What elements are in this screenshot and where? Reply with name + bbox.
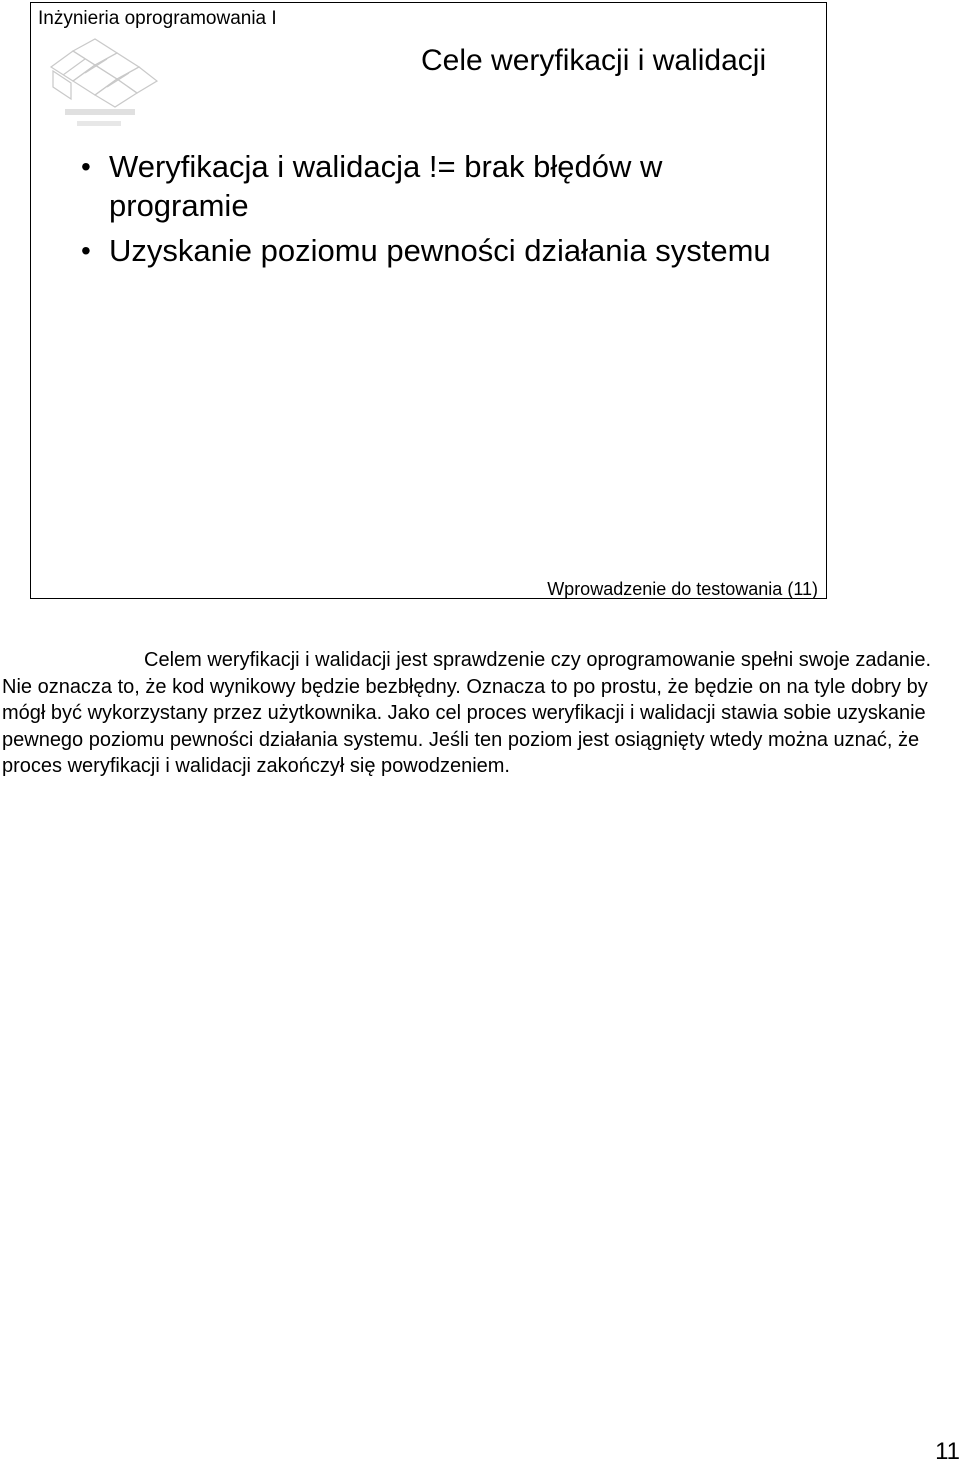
bullet-item (81, 147, 781, 225)
slide-footer: Wprowadzenie do testowania (11) (547, 579, 818, 599)
bullet-text: Weryfikacja i walidacja != brak błędów w programie (109, 149, 663, 223)
bullet-list (81, 147, 781, 276)
university-logo-icon (41, 37, 161, 133)
slide-title: Cele weryfikacji i walidacji (421, 44, 767, 77)
course-header: Inżynieria oprogramowania I (38, 8, 277, 29)
notes-paragraph: Celem weryfikacji i walidacji jest sprawdzenie czy oprogramowanie spełni swoje zadanie. Nie oznacza to, że kod wynikowy będzie bezbłędny. Oznacza to po prostu, że będzie on na tyle dobry by mógł być wykorzystany przez użytkownika. Jako cel proces weryfikacji i walidacji stawia sobie uzyskanie pewnego poziomu pewności działania systemu. Jeśli ten poziom jest osiągnięty wtedy można uznać, że proces weryfikacji i walidacji zakończył się powodzeniem. (2, 649, 932, 778)
bullet-icon: • (81, 151, 91, 182)
notes-section (2, 647, 942, 780)
bullet-item (81, 231, 781, 270)
bullet-icon: • (81, 235, 91, 266)
bullet-text: Uzyskanie poziomu pewności działania systemu (109, 233, 771, 268)
slide-frame (30, 2, 827, 599)
page-number: 11 (935, 1438, 960, 1465)
